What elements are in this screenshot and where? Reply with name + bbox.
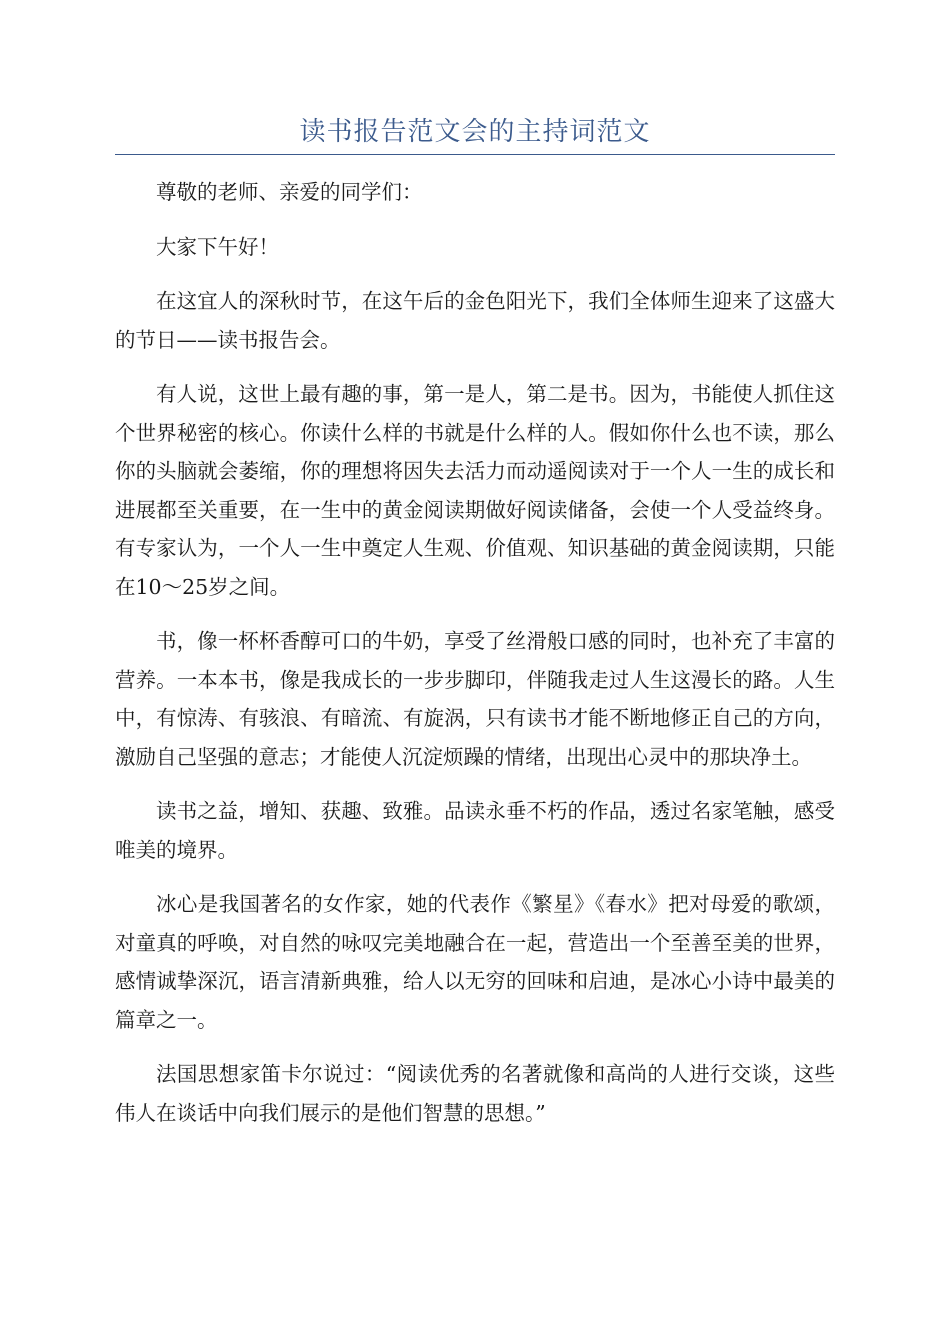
paragraph-importance-of-reading: 有人说，这世上最有趣的事，第一是人，第二是书。因为，书能使人抓住这个世界秘密的核心。你读什么样的书就是什么样的人。假如你什么也不读，那么你的头脑就会萎缩，你的理想将因失去活力而动遥阅读对于一个人一生的成长和进展都至关重要，在一生中的黄金阅读期做好阅读储备，会使一个人受益终身。有专家认为，一个人一生中奠定人生观、价值观、知识基础的黄金阅读期，只能在10～25岁之间。 [115,382,835,599]
title-underline [115,154,835,155]
paragraph-greeting: 大家下午好！ [156,234,279,259]
paragraph-descartes-quote: 法国思想家笛卡尔说过：“阅读优秀的名著就像和高尚的人进行交谈，这些伟人在谈话中向我们展示的是他们智慧的思想。” [115,1062,835,1125]
document-body [115,173,835,1148]
paragraph-opening: 在这宜人的深秋时节，在这午后的金色阳光下，我们全体师生迎来了这盛大的节日——读书报告会。 [115,289,835,352]
paragraph-book-metaphor: 书，像一杯杯香醇可口的牛奶，享受了丝滑般口感的同时，也补充了丰富的营养。一本本书，像是我成长的一步步脚印，伴随我走过人生这漫长的路。人生中，有惊涛、有骇浪、有暗流、有旋涡，只有读书才能不断地修正自己的方向，激励自己坚强的意志；才能使人沉淀烦躁的情绪，出现出心灵中的那块净土。 [115,629,835,769]
paragraph-benefits: 读书之益，增知、获趣、致雅。品读永垂不朽的作品，透过名家笔触，感受唯美的境界。 [115,799,835,862]
paragraph-bingxin: 冰心是我国著名的女作家，她的代表作《繁星》《春水》把对母爱的歌颂，对童真的呼唤，对自然的咏叹完美地融合在一起，营造出一个至善至美的世界，感情诚挚深沉，语言清新典雅，给人以无穷的回味和启迪，是冰心小诗中最美的篇章之一。 [115,892,835,1032]
document-title: 读书报告范文会的主持词范文 [299,117,651,147]
paragraph-salutation: 尊敬的老师、亲爱的同学们： [156,180,423,204]
